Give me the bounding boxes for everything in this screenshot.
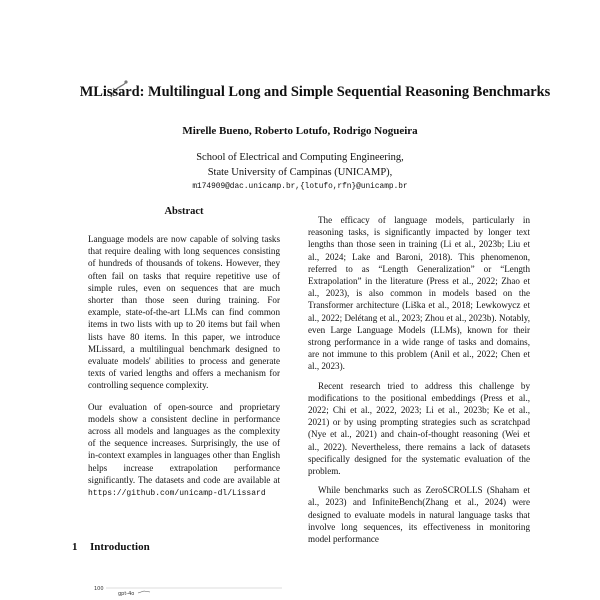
paper-authors: Mirelle Bueno, Roberto Lotufo, Rodrigo Nogueira xyxy=(182,125,418,137)
figure-line-fragment xyxy=(138,591,150,593)
intro-paragraph-2: Recent research tried to address this challenge by modifications to the positional embeddings (Press et al., 2022; Chi et al., 2022, 2023; Li et al., 2023b; Ke et al., 2021) or by using prompting strategies such as scratchpad (Nye et al., 2021) and chain-of-thought reasoning (Wei et al., 2022). Nevertheless, there remains a lack of datasets specifically designed for the systematic evaluation of the problem. xyxy=(308,380,530,477)
left-column xyxy=(88,206,280,509)
affiliation-line-1: School of Electrical and Computing Engineering, xyxy=(196,152,404,163)
abstract-heading: Abstract xyxy=(164,206,204,217)
abstract-paragraph-2 xyxy=(88,401,280,501)
section-number: 1 xyxy=(72,541,78,553)
figure-fragment xyxy=(92,582,282,600)
abstract-paragraph-1: Language models are now capable of solving tasks that require dealing with long sequences consisting of hundreds of thousands of tokens. However, they often fail on tasks that require repetitive use of simple rules, even on sequences that are much shorter than those seen during training. For example, state-of-the-art LLMs can find common items in two lists with up to 20 items but fail when lists have 80 items. In this paper, we introduce MLissard, a multilingual benchmark designed to evaluate models' abilities to process and generate texts of varied lengths and offers a mechanism for controlling sequence complexity. xyxy=(88,234,280,391)
section-title: Introduction xyxy=(90,541,150,553)
right-column xyxy=(308,214,530,552)
repository-link[interactable]: https://github.com/unicamp-dl/Lissard xyxy=(88,489,266,499)
author-emails: m174909@dac.unicamp.br,{lotufo,rfn}@unicamp.br xyxy=(192,183,408,191)
figure-tick-label: 100 xyxy=(94,586,104,592)
affiliation-line-2: State University of Campinas (UNICAMP), xyxy=(207,167,393,178)
section-heading-introduction xyxy=(72,541,150,553)
affiliation xyxy=(0,150,600,195)
figure-legend-fragment: gpt-4o xyxy=(118,591,135,597)
intro-paragraph-3: While benchmarks such as ZeroSCROLLS (Shaham et al., 2023) and InfiniteBench(Zhang et al., 2024) were designed to evaluate models in natural language tasks that involve long sequences, its effectiveness in monitoring model performance xyxy=(308,485,530,545)
paper-title: MLissard: Multilingual Long and Simple Sequential Reasoning Benchmarks xyxy=(79,84,551,100)
abstract-paragraph-2-text: Our evaluation of open-source and proprietary models show a consistent decline in performance across all models and languages as the complexity of the sequence increases. Surprisingly, the use of in-context examples in languages other than English helps increase extrapolation performance significantly. The datasets and code are available at xyxy=(88,401,280,485)
intro-paragraph-1: The efficacy of language models, particularly in reasoning tasks, is significantly impacted by longer text lengths than those seen in training (Li et al., 2023b; Liu et al., 2024; Lake and Baroni, 2018). This phenomenon, referred to as “Length Generalization” or “Length Extrapolation” in the literature (Press et al., 2022; Zhao et al., 2023), is also common in models based on the Transformer architecture (Liška et al., 2018; Lewkowycz et al., 2022; Delétang et al., 2023; Zhou et al., 2023b). Notably, even Large Language Models (LLMs), known for their strong performance in a wide range of tasks and domains, are not immune to this problem (Anil et al., 2022; Chen et al., 2023). xyxy=(308,215,530,372)
